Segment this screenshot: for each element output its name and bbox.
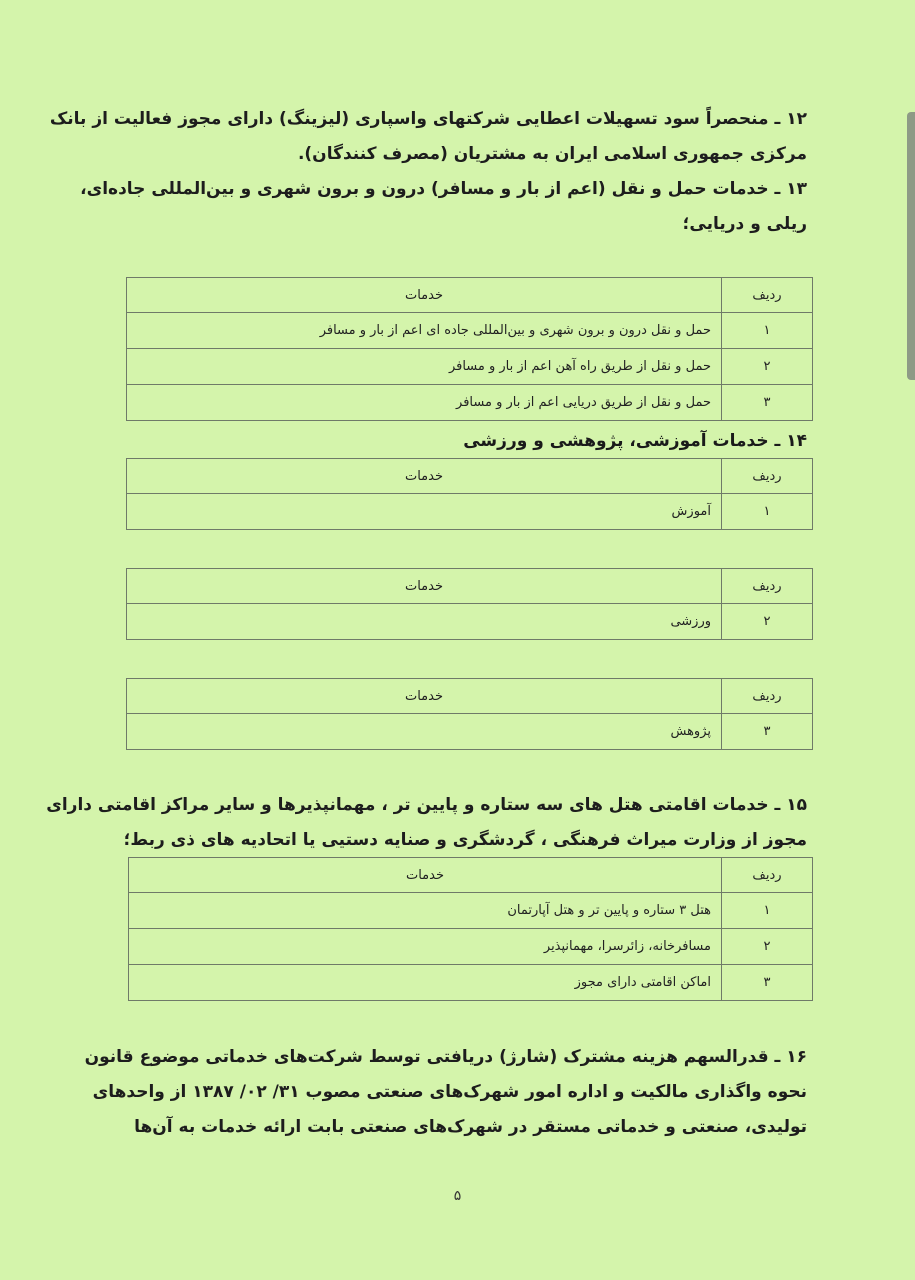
row-number: ۲	[722, 349, 813, 385]
services-header: خدمات	[127, 278, 722, 313]
item-14-heading: ۱۴ ـ خدمات آموزشی، پژوهشی و ورزشی	[463, 431, 807, 451]
item-16-line-3: تولیدی، صنعتی و خدماتی مستقر در شهرک‌های صنعتی بابت ارائه خدمات به آن‌ها	[134, 1117, 807, 1137]
item-12-line-2: مرکزی جمهوری اسلامی ایران به مشتریان (مصرف کنندگان).	[297, 144, 807, 164]
services-header: خدمات	[127, 679, 722, 714]
service-cell: ورزشی	[127, 604, 722, 640]
service-cell: اماکن اقامتی دارای مجوز	[129, 965, 722, 1001]
services-header: خدمات	[127, 569, 722, 604]
radif-header: ردیف	[722, 858, 813, 893]
item-13-paragraph	[80, 172, 807, 242]
item-15-line-1: ۱۵ ـ خدمات اقامتی هتل های سه ستاره و پایین تر ، مهمانپذیرها و سایر مراکز اقامتی دارای	[46, 795, 807, 815]
table-header-row	[129, 858, 813, 893]
item-12-paragraph	[49, 102, 807, 172]
table-row	[127, 349, 813, 385]
row-number: ۳	[722, 714, 813, 750]
service-cell: آموزش	[127, 494, 722, 530]
service-cell: حمل و نقل از طریق راه آهن اعم از بار و مسافر	[127, 349, 722, 385]
radif-header: ردیف	[722, 459, 813, 494]
education-services-table	[126, 458, 813, 530]
item-16-line-2: نحوه واگذاری مالکیت و اداره امور شهرک‌های صنعتی مصوب ۳۱/ ۰۲/ ۱۳۸۷ از واحدهای	[92, 1082, 807, 1102]
transport-services-table	[126, 277, 813, 421]
item-15-line-2: مجوز از وزارت میراث فرهنگی ، گردشگری و صنایه دستیی یا اتحادیه های ذی ربط؛	[123, 830, 807, 850]
table-header-row	[127, 278, 813, 313]
table-row	[127, 313, 813, 349]
table-header-row	[127, 679, 813, 714]
accommodation-services-table	[128, 857, 813, 1001]
table-row	[129, 893, 813, 929]
row-number: ۳	[722, 385, 813, 421]
radif-header: ردیف	[722, 679, 813, 714]
row-number: ۲	[722, 604, 813, 640]
row-number: ۱	[722, 893, 813, 929]
service-cell: هتل ۳ ستاره و پایین تر و هتل آپارتمان	[129, 893, 722, 929]
research-services-table	[126, 678, 813, 750]
table-row	[127, 714, 813, 750]
sports-services-table	[126, 568, 813, 640]
item-15-paragraph	[46, 788, 807, 858]
item-13-line-1: ۱۳ ـ خدمات حمل و نقل (اعم از بار و مسافر) درون و برون شهری و بین‌المللی جاده‌ای،	[80, 179, 807, 199]
table-row	[129, 965, 813, 1001]
table-header-row	[127, 459, 813, 494]
services-header: خدمات	[129, 858, 722, 893]
table-row	[127, 494, 813, 530]
table-row	[127, 385, 813, 421]
service-cell: مسافرخانه، زائرسرا، مهمانپذیر	[129, 929, 722, 965]
service-cell: حمل و نقل درون و برون شهری و بین‌المللی جاده ای اعم از بار و مسافر	[127, 313, 722, 349]
table-header-row	[127, 569, 813, 604]
table-row	[127, 604, 813, 640]
scroll-handle[interactable]	[907, 112, 915, 380]
page-number: ۵	[453, 1188, 462, 1204]
radif-header: ردیف	[722, 569, 813, 604]
radif-header: ردیف	[722, 278, 813, 313]
row-number: ۱	[722, 313, 813, 349]
row-number: ۳	[722, 965, 813, 1001]
item-16-paragraph	[84, 1040, 807, 1145]
table-row	[129, 929, 813, 965]
item-16-line-1: ۱۶ ـ قدرالسهم هزینه مشترک (شارژ) دریافتی توسط شرکت‌های خدماتی موضوع قانون	[84, 1047, 807, 1067]
row-number: ۱	[722, 494, 813, 530]
services-header: خدمات	[127, 459, 722, 494]
row-number: ۲	[722, 929, 813, 965]
item-13-line-2: ریلی و دریایی؛	[682, 214, 807, 234]
item-12-line-1: ۱۲ ـ منحصراً سود تسهیلات اعطایی شرکتهای واسپاری (لیزینگ) دارای مجوز فعالیت از بانک	[49, 109, 807, 129]
service-cell: حمل و نقل از طریق دریایی اعم از بار و مسافر	[127, 385, 722, 421]
service-cell: پژوهش	[127, 714, 722, 750]
